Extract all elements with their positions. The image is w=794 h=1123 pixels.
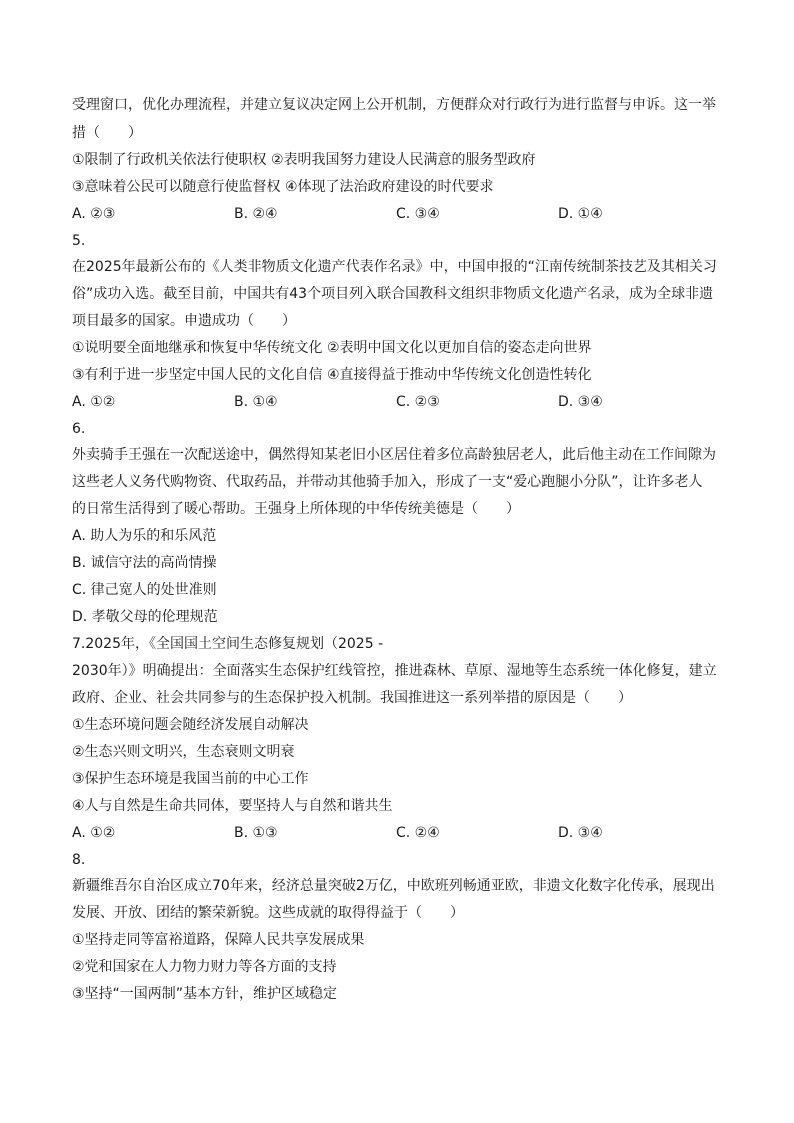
q6-stem-line-2: 这些老人义务代购物资、代取药品，并带动其他骑手加入，形成了一支“爱心跑腿小分队”，让许多老人: [72, 474, 703, 490]
q4-option-b[interactable]: B. ②④: [234, 206, 278, 222]
q8-statement-2: ②党和国家在人力物力财力等各方面的支持: [72, 959, 337, 975]
q4-statement-1: ①限制了行政机关依法行使职权 ②表明我国努力建设人民满意的服务型政府: [72, 152, 536, 168]
q7-stem-line-3: 政府、企业、社会共同参与的生态保护投入机制。我国推进这一系列举措的原因是（ ）: [72, 690, 632, 706]
q6-option-d[interactable]: D. 孝敬父母的伦理规范: [72, 609, 218, 625]
q6-stem-line-1: 外卖骑手王强在一次配送途中，偶然得知某老旧小区居住着多位高龄独居老人，此后他主动在工作间隙为: [72, 447, 716, 463]
q8-statement-1: ①坚持走同等富裕道路，保障人民共享发展成果: [72, 932, 365, 948]
q7-stem-line-1: 7.2025年，《全国国土空间生态修复规划（2025 -: [72, 636, 384, 652]
q4-statement-2: ③意味着公民可以随意行使监督权 ④体现了法治政府建设的时代要求: [72, 179, 494, 195]
q5-option-b[interactable]: B. ①④: [234, 394, 278, 410]
q7-statement-1: ①生态环境问题会随经济发展自动解决: [72, 717, 309, 733]
q7-statement-3: ③保护生态环境是我国当前的中心工作: [72, 771, 309, 787]
q6-option-a[interactable]: A. 助人为乐的和乐风范: [72, 528, 217, 544]
q7-option-a[interactable]: A. ①②: [72, 825, 116, 841]
q5-statement-2: ③有利于进一步坚定中国人民的文化自信 ④直接得益于推动中华传统文化创造性转化: [72, 367, 592, 383]
q7-option-d[interactable]: D. ③④: [558, 825, 603, 841]
q5-statement-1: ①说明要全面地继承和恢复中华传统文化 ②表明中国文化以更加自信的姿态走向世界: [72, 340, 592, 356]
q5-stem-line-1: 在2025年最新公布的《人类非物质文化遗产代表作名录》中，中国申报的“江南传统制茶技艺及其相关习: [72, 259, 717, 275]
q4-option-a[interactable]: A. ②③: [72, 206, 116, 222]
q7-statement-2: ②生态兴则文明兴，生态衰则文明衰: [72, 744, 295, 760]
q4-option-d[interactable]: D. ①④: [558, 206, 603, 222]
q5-option-d[interactable]: D. ③④: [558, 394, 603, 410]
q8-stem-line-1: 新疆维吾尔自治区成立70年来，经济总量突破2万亿，中欧班列畅通亚欧，非遗文化数字化传承，展现出: [72, 878, 715, 894]
q7-stem-line-2: 2030年）》明确提出：全面落实生态保护红线管控，推进森林、草原、湿地等生态系统一体化修复，建立: [72, 663, 717, 679]
q8-statement-3: ③坚持“一国两制”基本方针，维护区域稳定: [72, 986, 338, 1002]
q7-option-b[interactable]: B. ①③: [234, 825, 278, 841]
q5-option-c[interactable]: C. ②③: [396, 394, 440, 410]
q5-option-a[interactable]: A. ①②: [72, 394, 116, 410]
q6-option-c[interactable]: C. 律己宽人的处世准则: [72, 582, 217, 598]
q6-number: 6.: [72, 421, 86, 437]
q7-statement-4: ④人与自然是生命共同体，要坚持人与自然和谐共生: [72, 798, 393, 814]
q7-option-c[interactable]: C. ②④: [396, 825, 440, 841]
q5-stem-line-3: 项目最多的国家。申遗成功（ ）: [72, 313, 296, 329]
q4-stem-line-1: 受理窗口，优化办理流程，并建立复议决定网上公开机制，方便群众对行政行为进行监督与申诉。这一举: [72, 97, 716, 113]
q4-stem-line-2: 措（ ）: [72, 125, 142, 141]
q5-number: 5.: [72, 233, 86, 249]
q4-option-c[interactable]: C. ③④: [396, 206, 440, 222]
q5-stem-line-2: 俗”成功入选。截至目前，中国共有43个项目列入联合国教科文组织非物质文化遗产名录，成为全球非遗: [72, 286, 714, 302]
q8-number: 8.: [72, 852, 86, 868]
q8-stem-line-2: 发展、开放、团结的繁荣新貌。这些成就的取得得益于（ ）: [72, 905, 464, 921]
q6-option-b[interactable]: B. 诚信守法的高尚情操: [72, 555, 217, 571]
q6-stem-line-3: 的日常生活得到了暖心帮助。王强身上所体现的中华传统美德是（ ）: [72, 501, 520, 517]
